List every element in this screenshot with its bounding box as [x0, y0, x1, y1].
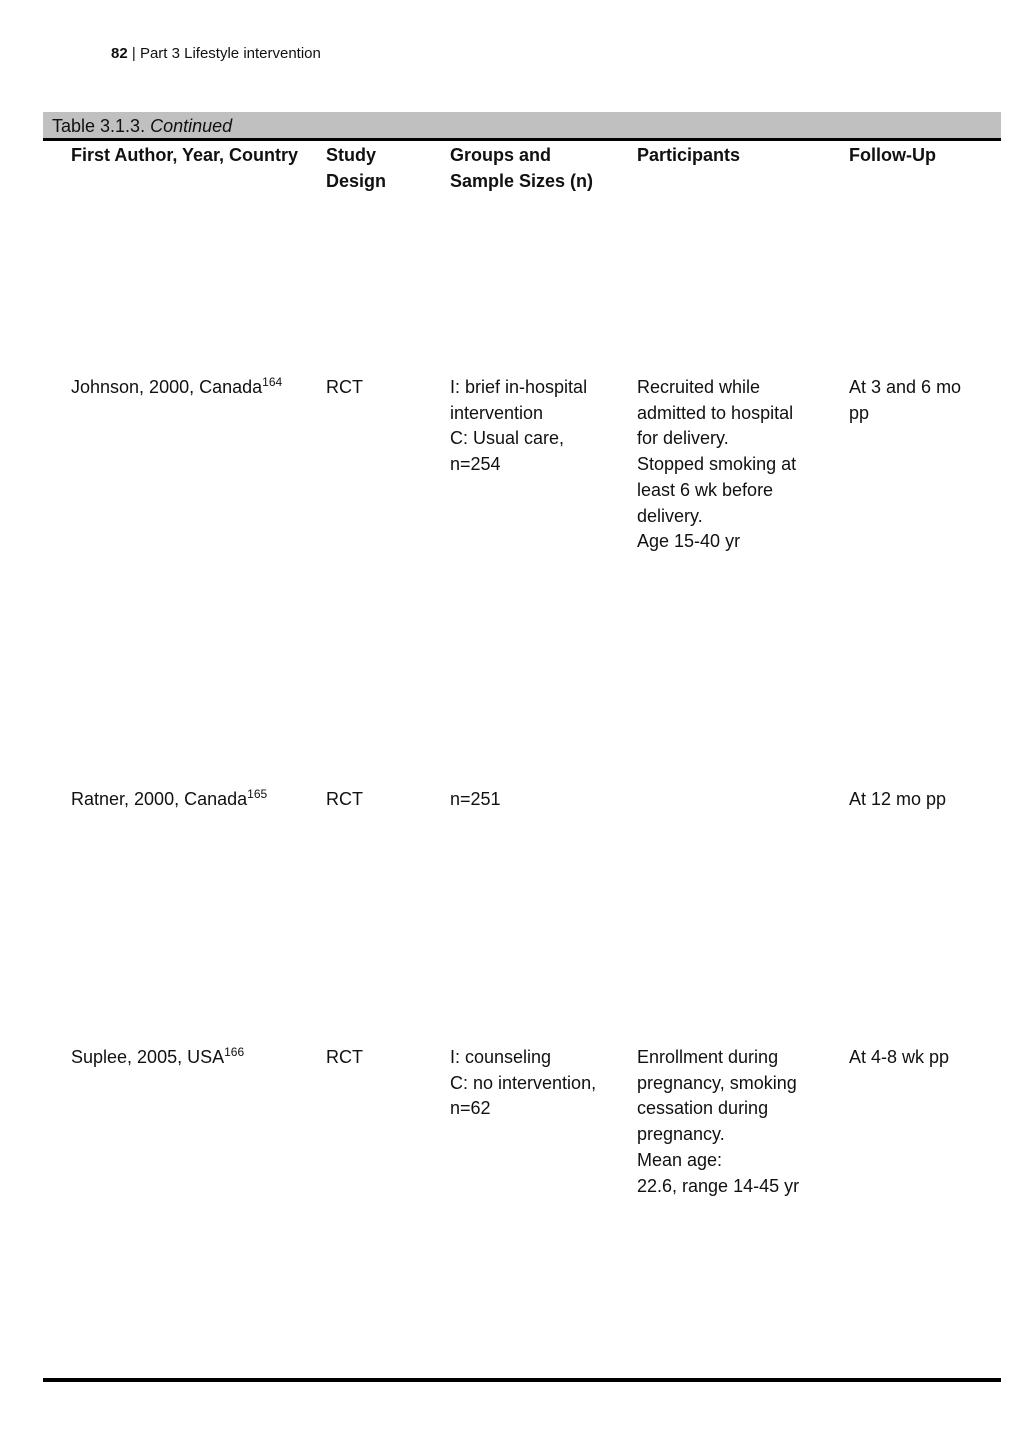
page-number: 82	[111, 45, 128, 62]
table-bottom-rule	[43, 1378, 1001, 1382]
table-row-author	[71, 787, 311, 813]
author-text: Ratner, 2000, Canada	[71, 789, 248, 809]
table-row-design: RCT	[326, 377, 363, 397]
table-row-groups: I: brief in-hospital intervention C: Usual care, n=254	[450, 377, 588, 475]
table-row-followup: At 12 mo pp	[849, 789, 947, 809]
table-top-rule	[43, 138, 1001, 141]
column-header-followup: Follow-Up	[849, 145, 936, 165]
table-row-groups: I: counseling C: no intervention, n=62	[450, 1047, 597, 1119]
table-row-groups: n=251	[450, 789, 501, 809]
author-text: Johnson, 2000, Canada	[71, 377, 263, 397]
table-row-participants: Recruited while admitted to hospital for delivery. Stopped smoking at least 6 wk before delivery. Age 15-40 yr	[637, 377, 797, 552]
section-title: Part 3 Lifestyle intervention	[139, 45, 321, 62]
reference-number: 164	[262, 375, 283, 389]
table-caption	[52, 115, 232, 137]
reference-number: 165	[247, 787, 268, 801]
column-header-design: Study Design	[326, 145, 387, 191]
author-text: Suplee, 2005, USA	[71, 1047, 225, 1067]
table-row-followup: At 3 and 6 mo pp	[849, 377, 962, 423]
caption-continued: Continued	[150, 116, 233, 136]
running-header	[111, 44, 321, 64]
table-row-design: RCT	[326, 789, 363, 809]
reference-number: 166	[224, 1045, 245, 1059]
column-header-participants: Participants	[637, 145, 741, 165]
table-row-author	[71, 375, 311, 401]
table-row-author	[71, 1045, 311, 1071]
table-row-design: RCT	[326, 1047, 363, 1067]
header-separator: |	[131, 45, 136, 62]
column-header-author: First Author, Year, Country	[71, 145, 299, 165]
column-header-groups: Groups and Sample Sizes (n)	[450, 145, 594, 191]
table-caption-bar	[43, 112, 1001, 138]
table-row-participants: Enrollment during pregnancy, smoking cessation during pregnancy. Mean age: 22.6, range 14-45 yr	[637, 1047, 800, 1196]
caption-label: Table 3.1.3.	[52, 116, 146, 136]
table-row-followup: At 4-8 wk pp	[849, 1047, 950, 1067]
